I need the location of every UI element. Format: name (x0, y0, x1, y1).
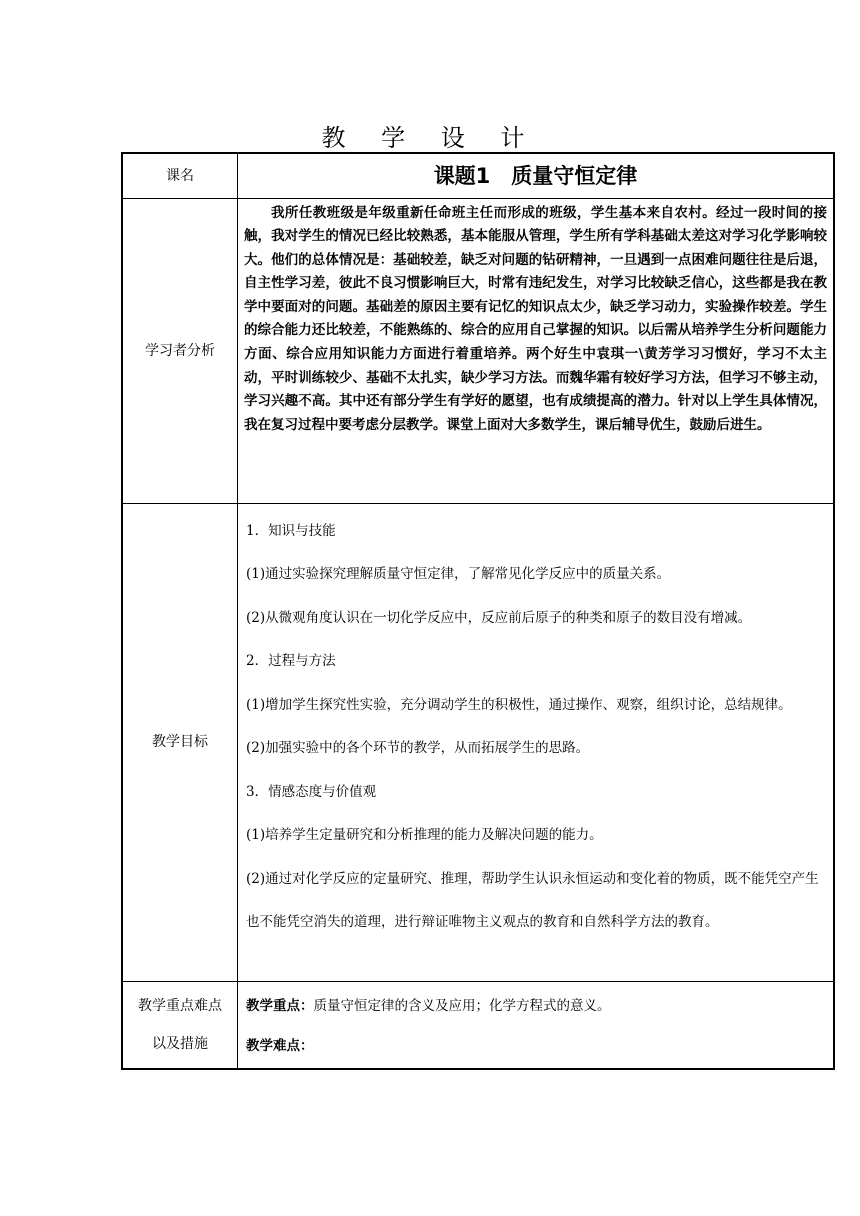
objective-heading-2: 2．过程与方法 (246, 653, 336, 669)
objective-item: (2)加强实验中的各个环节的教学，从而拓展学生的思路。 (246, 740, 590, 756)
key-points-label-line1: 教学重点难点 (138, 997, 222, 1014)
teaching-focus-label: 教学重点： (246, 997, 314, 1014)
objective-heading-1: 1．知识与技能 (246, 522, 336, 539)
learner-analysis-text: 我所任教班级是年级重新任命班主任而形成的班级，学生基本来自农村。经过一段时间的接触，我对学生的情况已经比较熟悉，基本能服从管理，学生所有学科基础太差这对学习化学影响较大。他们的总体情况是：基础较差，缺乏对问题的钻研精神，一旦遇到一点困难问题往往是后退，自主性学习差，彼此不良习惯影响巨大，时常有违纪发生，对学习比较缺乏信心，这些都是我在教学中要面对的问题。基础差的原因主要有记忆的知识点太少，缺乏学习动力，实验操作较差。学生的综合能力还比较差，不能熟练的、综合的应用自己掌握的知识。以后需从培养学生分析问题能力方面、综合应用知识能力方面进行着重培养。两个好生中袁琪一\黄芳学习习惯好，学习不太主动，平时训练较少、基础不太扎实，缺少学习方法。而魏华霜有较好学习方法，但学习不够主动，学习兴趣不高。其中还有部分学生有学好的愿望，也有成绩提高的潜力。针对以上学生具体情况，我在复习过程中要考虑分层教学。课堂上面对大多数学生，课后辅导优生，鼓励后进生。 (244, 204, 827, 433)
course-row (122, 153, 834, 198)
key-points-row (122, 981, 834, 1069)
learner-analysis-cell (238, 198, 835, 503)
course-label: 课名 (122, 153, 238, 198)
objective-item: (2)通过对化学反应的定量研究、推理，帮助学生认识永恒运动和变化着的物质，既不能凭空产生也不能凭空消失的道理，进行辩证唯物主义观点的教育和自然科学方法的教育。 (246, 870, 819, 930)
teaching-difficulty-label: 教学难点： (246, 1037, 314, 1054)
lesson-title: 课题1 质量守恒定律 (433, 163, 638, 188)
objective-item: (1)通过实验探究理解质量守恒定律，了解常见化学反应中的质量关系。 (246, 566, 671, 582)
teaching-focus (246, 986, 825, 1026)
learner-analysis-label: 学习者分析 (122, 198, 238, 503)
course-value-cell (238, 153, 835, 198)
objectives-cell (238, 503, 835, 981)
objective-item: (1)增加学生探究性实验，充分调动学生的积极性，通过操作、观察，组织讨论，总结规律。 (246, 696, 792, 713)
key-points-label (122, 981, 238, 1069)
key-points-content (238, 982, 833, 1066)
objectives-list (238, 504, 833, 945)
key-points-cell (238, 981, 835, 1069)
key-points-label-line2: 以及措施 (152, 1035, 208, 1052)
teaching-difficulty (246, 1026, 825, 1066)
teaching-focus-text: 质量守恒定律的含义及应用；化学方程式的意义。 (313, 997, 611, 1014)
lesson-plan-table (121, 152, 835, 1070)
objectives-row (122, 503, 834, 981)
objective-item: (1)培养学生定量研究和分析推理的能力及解决问题的能力。 (246, 827, 603, 843)
document-title: 教 学 设 计 (321, 124, 539, 152)
objective-item: (2)从微观角度认识在一切化学反应中，反应前后原子的种类和原子的数目没有增减。 (246, 609, 752, 626)
objective-heading-3: 3．情感态度与价值观 (246, 783, 377, 800)
learner-analysis-row (122, 198, 834, 503)
objectives-label: 教学目标 (122, 503, 238, 981)
